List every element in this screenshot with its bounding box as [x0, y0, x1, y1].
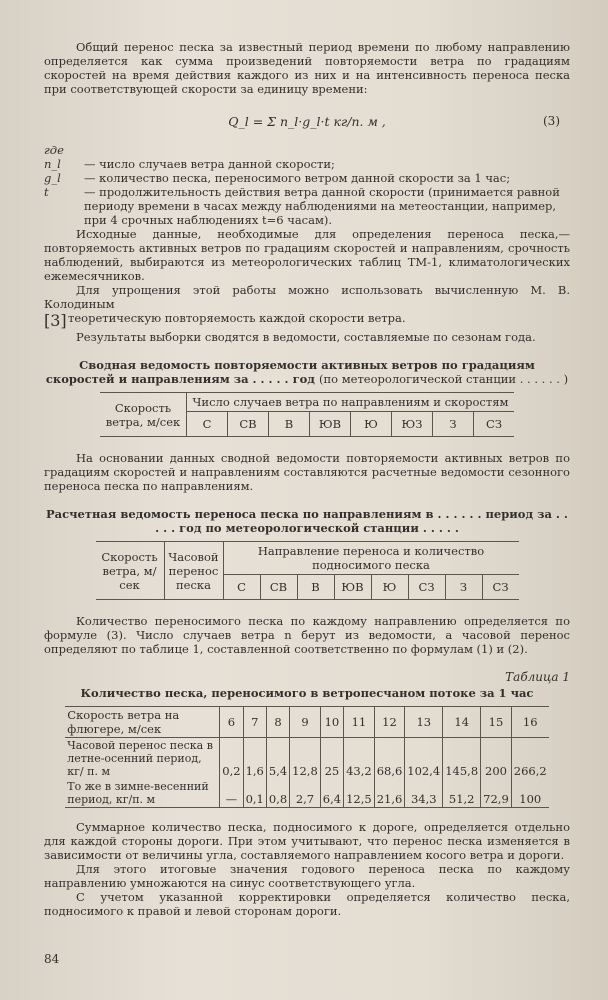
- definition-row: [44, 171, 570, 185]
- table1-caption: [44, 358, 570, 386]
- table3-cell: 0,8: [266, 779, 289, 808]
- table2-dir-header: В: [297, 575, 334, 600]
- paragraph-sine-correction: Для этого итоговые значения годового переноса песка по каждому направлению умножаются на синус соответствующего угла.: [44, 862, 570, 890]
- table3-cell: 200: [481, 738, 512, 780]
- table3-cell: 34,3: [405, 779, 443, 808]
- table3-speed: 12: [374, 707, 405, 738]
- table2-group-header: Направление переноса и количество подносимого песка: [223, 542, 519, 575]
- table2-dir-header: СЗ: [408, 575, 445, 600]
- table1-dir-header: ЮЗ: [392, 412, 433, 437]
- table3-speed: 13: [405, 707, 443, 738]
- table3-cell: 51,2: [443, 779, 481, 808]
- paragraph-intro: Общий перенос песка за известный период времени по любому направлению определяется как сумма произведений повторяемости ветра по градациям скоростей на время действия каждого из них и на интенсивность переноса песка при соответствующей скорости за единицу времени:: [44, 40, 570, 96]
- table3-cell: 2,7: [290, 779, 321, 808]
- table2-dir-header: СВ: [260, 575, 297, 600]
- definition-row: [44, 185, 570, 227]
- table1-dir-header: З: [433, 412, 474, 437]
- paragraph-total-sand: Суммарное количество песка, подносимого к дороге, определяется отдельно для каждой стороны дороги. При этом учитывают, что перенос песка изменяется в зависимости от величины угла, составляемого направлением косого ветра и дороги.: [44, 820, 570, 862]
- table3-cell: 43,2: [344, 738, 375, 780]
- table2-dir-header: С: [223, 575, 260, 600]
- defs-intro: где: [44, 143, 64, 157]
- paragraph-calc-sheets: На основании данных сводной ведомости повторяемости активных ветров по градациям скоростей и направлениям составляются расчетные ведомости сезонного переноса песка по направлениям.: [44, 451, 570, 493]
- definition-symbol: n_l: [44, 157, 61, 171]
- table3-cell: 21,6: [374, 779, 405, 808]
- table3-speed: 16: [511, 707, 548, 738]
- table3-hourly-transfer: [65, 706, 548, 808]
- table1-dir-header: Ю: [351, 412, 392, 437]
- table3-row2-label: То же в зимне-весенний период, кг/п. м: [65, 779, 220, 808]
- formula-3: [44, 114, 570, 129]
- table1-dir-header: ЮВ: [310, 412, 351, 437]
- table3-cell: 12,5: [344, 779, 375, 808]
- table3-cell: 100: [511, 779, 548, 808]
- table2-caption: Расчетная ведомость переноса песка по направлениям в . . . . . . период за . . . . . год по метеорологической станции . . . . .: [46, 507, 568, 535]
- table3-cell: 68,6: [374, 738, 405, 780]
- table3-label: Таблица 1: [505, 670, 570, 684]
- table-row: [65, 779, 548, 808]
- table3-cell: 102,4: [405, 738, 443, 780]
- formula-text: Q_l = Σ n_l·g_l·t кг/п. м ,: [228, 114, 386, 129]
- table2-dir-header: СЗ: [482, 575, 519, 600]
- table3-speed: 10: [320, 707, 343, 738]
- table2-dir-header: ЮВ: [334, 575, 371, 600]
- citation-ref: [3]: [44, 311, 67, 330]
- definition-row: [44, 157, 570, 171]
- table3-cell: 0,2: [220, 738, 243, 780]
- definition-text: — продолжительность действия ветра данной скорости (принимается равной периоду времени в часах между наблюдениями на метеостанции, например, при 4 срочных наблюдениях t=6 часам).: [84, 185, 560, 227]
- definition-text: — количество песка, переносимого ветром данной скорости за 1 час;: [84, 171, 511, 185]
- definition-text: — число случаев ветра данной скорости;: [84, 157, 335, 171]
- table3-speed: 7: [243, 707, 266, 738]
- table2-col-speed: Скорость ветра, м/сек: [96, 542, 165, 600]
- table3-speed: 6: [220, 707, 243, 738]
- paragraph-results: Результаты выборки сводятся в ведомости, составляемые по сезонам года.: [76, 330, 536, 344]
- citation-line: [44, 311, 570, 330]
- table3-cell: 1,6: [243, 738, 266, 780]
- table1-dir-header: В: [269, 412, 310, 437]
- table3-row1-label: Часовой перенос песка в летне-осенний период, кг/ п. м: [65, 738, 220, 780]
- table3-speed: 14: [443, 707, 481, 738]
- table1-caption-bold: Сводная ведомость повторяемости активных ветров по градациям скоростей и направлениям за . . . . . год: [45, 358, 535, 386]
- table3-header-label: Скорость ветра на флюгере, м/сек: [65, 707, 220, 738]
- table3-cell: —: [220, 779, 243, 808]
- definition-symbol: g_l: [44, 171, 61, 185]
- paragraph-source-data: Исходные данные, необходимые для определения переноса песка,— повторяемость активных ветров по градациям скоростей и направлениям, срочность наблюдений, выбираются из метеорологических таблиц ТМ-1, климатологических ежемесячников.: [44, 227, 570, 283]
- table3-speed: 11: [344, 707, 375, 738]
- table-row: [65, 738, 548, 780]
- paragraph-final: С учетом указанной корректировки определяется количество песка, подносимого к правой и левой сторонам дороги.: [44, 890, 570, 918]
- table3-cell: 145,8: [443, 738, 481, 780]
- table1-caption-normal: (по метеорологической станции . . . . . . ): [318, 372, 569, 386]
- table1-dir-header: С: [187, 412, 228, 437]
- table3-cell: 0,1: [243, 779, 266, 808]
- table3-speed: 15: [481, 707, 512, 738]
- table3-cell: 6,4: [320, 779, 343, 808]
- table3-cell: 12,8: [290, 738, 321, 780]
- paragraph-simplification: [44, 283, 570, 311]
- table2-col-hourly: Часовой перенос песка: [164, 542, 223, 600]
- table3-cell: 25: [320, 738, 343, 780]
- paragraph-simplification-text: Для упрощения этой работы можно использовать вычисленную М. В. Колодиным: [44, 283, 570, 311]
- citation-text: теоретическую повторяемость каждой скорости ветра.: [68, 311, 406, 325]
- table1-dir-header: СВ: [228, 412, 269, 437]
- table3-cell: 5,4: [266, 738, 289, 780]
- page-number: 84: [44, 952, 60, 966]
- table3-caption: Количество песка, переносимого в ветропесчаном потоке за 1 час: [80, 686, 534, 700]
- paragraph-formula-usage: Количество переносимого песка по каждому направлению определяется по формуле (3). Число случаев ветра n берут из ведомости, а часовой перенос определяют по таблице 1, составленной соответственно по формулам (1) и (2).: [44, 614, 570, 656]
- table1-group-header: Число случаев ветра по направлениям и скоростям: [187, 393, 515, 412]
- definition-symbol: t: [44, 185, 49, 199]
- table2-dir-header: Ю: [371, 575, 408, 600]
- table3-speed: 9: [290, 707, 321, 738]
- table1-dir-header: СЗ: [474, 412, 515, 437]
- formula-number: (3): [543, 114, 560, 128]
- table3-speed: 8: [266, 707, 289, 738]
- variable-definitions: [44, 143, 570, 227]
- table1-wind-frequency: [100, 392, 514, 437]
- table1-col-speed: Скорость ветра, м/сек: [100, 393, 187, 437]
- table2-sand-transfer: [96, 541, 519, 600]
- table2-dir-header: З: [445, 575, 482, 600]
- table3-cell: 266,2: [511, 738, 548, 780]
- table3-cell: 72,9: [481, 779, 512, 808]
